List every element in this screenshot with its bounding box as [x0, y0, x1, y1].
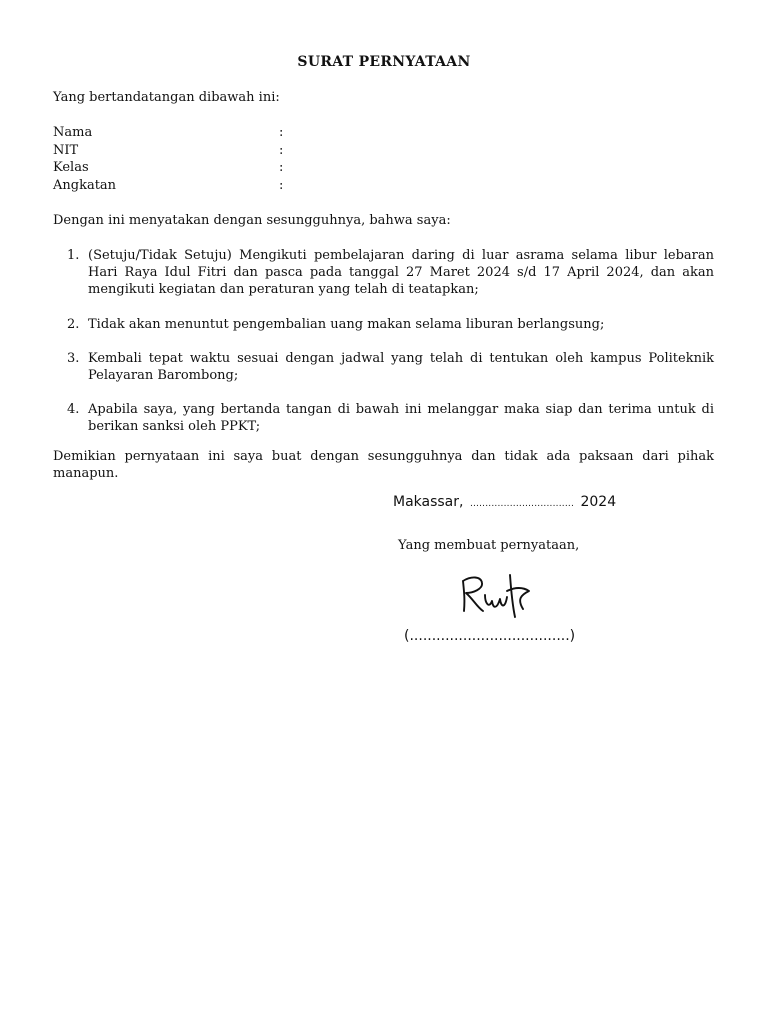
list-item-text: Kembali tepat waktu sesuai dengan jadwal yang telah di tentukan oleh kampus Politeknik Pelayaran Barombong; [88, 351, 714, 383]
list-item-number: 2. [67, 317, 80, 332]
list-item-text: (Setuju/Tidak Setuju) Mengikuti pembelajaran daring di luar asrama selama libur lebaran Hari Raya Idul Fitri dan pasca pada tanggal 27 Maret 2024 s/d 17 April 2024, dan akan mengikuti kegiatan dan peraturan yang telah di teatapkan; [88, 248, 714, 297]
field-colon: : [279, 125, 284, 140]
field-row-angkatan [53, 177, 353, 195]
list-item-number: 4. [67, 402, 80, 417]
field-label: Nama [53, 125, 93, 140]
list-item-text: Apabila saya, yang bertanda tangan di bawah ini melanggar maka siap dan terima untuk di berikan sanksi oleh PPKT; [88, 402, 714, 434]
year-text: 2024 [580, 494, 617, 510]
maker-label: Yang membuat pernyataan, [398, 538, 580, 553]
field-label: Kelas [53, 160, 89, 175]
field-label: Angkatan [53, 177, 117, 193]
field-colon: : [279, 142, 284, 158]
field-row-nit [53, 142, 353, 160]
list-item-text: Tidak akan menuntut pengembalian uang makan selama liburan berlangsung; [88, 317, 605, 332]
signature-name-line: (....................................) [404, 628, 576, 644]
field-row-kelas [53, 159, 353, 177]
document-title: SURAT PERNYATAAN [297, 54, 471, 70]
place-text: Makassar, [393, 494, 464, 510]
field-row-nama [53, 124, 353, 142]
place-date [393, 494, 616, 513]
field-colon: : [279, 177, 284, 193]
field-label: NIT [53, 142, 79, 158]
field-colon: : [279, 160, 284, 175]
closing-text: Demikian pernyataan ini saya buat dengan sesungguhnya dan tidak ada paksaan dari pihak manapun. [53, 449, 714, 481]
date-dots: .................................. [469, 499, 575, 509]
list-item-number: 3. [67, 351, 80, 366]
statement-text: Dengan ini menyatakan dengan sesungguhnya, bahwa saya: [53, 213, 451, 228]
identity-fields [53, 124, 353, 194]
intro-text: Yang bertandatangan dibawah ini: [53, 90, 280, 105]
signature-image [455, 565, 535, 620]
list-item-number: 1. [67, 248, 80, 263]
